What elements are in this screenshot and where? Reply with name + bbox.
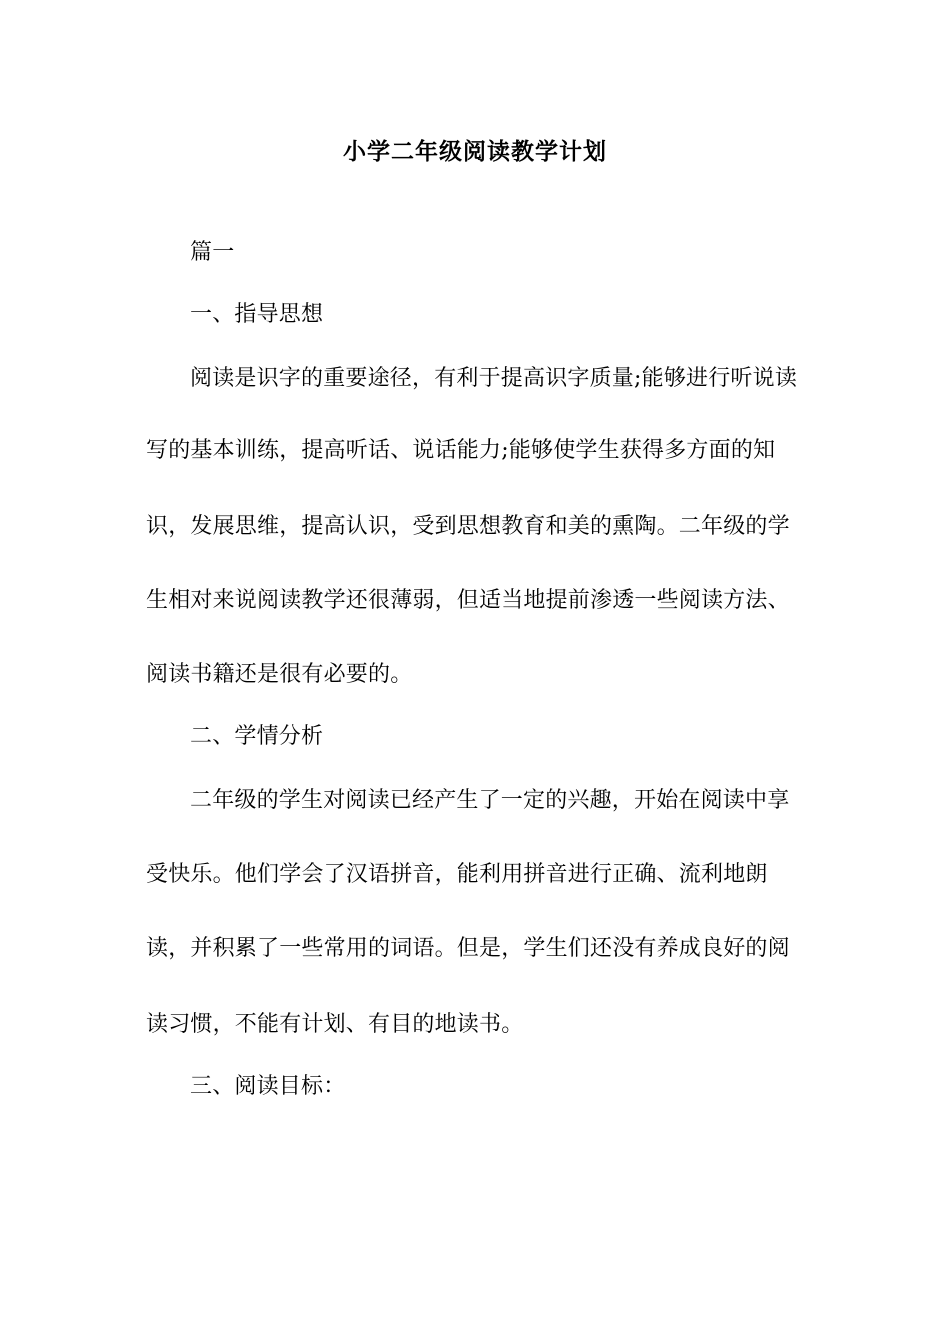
heading-guiding-ideology: 一、指导思想	[190, 302, 324, 327]
paragraph-line: 读，并积累了一些常用的词语。但是，学生们还没有养成良好的阅	[146, 936, 790, 961]
section-label-part-one: 篇一	[190, 240, 235, 265]
heading-reading-goals: 三、阅读目标：	[190, 1074, 346, 1099]
paragraph-line: 二年级的学生对阅读已经产生了一定的兴趣，开始在阅读中享	[190, 788, 790, 813]
paragraph-line: 阅读书籍还是很有必要的。	[146, 662, 413, 687]
paragraph-line: 读习惯，不能有计划、有目的地读书。	[146, 1012, 524, 1037]
paragraph-line: 生相对来说阅读教学还很薄弱，但适当地提前渗透一些阅读方法、	[146, 588, 790, 613]
paragraph-line: 写的基本训练，提高听话、说话能力;能够使学生获得多方面的知	[146, 438, 776, 463]
paragraph-line: 识，发展思维，提高认识，受到思想教育和美的熏陶。二年级的学	[146, 514, 790, 539]
paragraph-line: 受快乐。他们学会了汉语拼音，能利用拼音进行正确、流利地朗	[146, 862, 768, 887]
paragraph-line: 阅读是识字的重要途径，有利于提高识字质量;能够进行听说读	[190, 366, 798, 391]
heading-student-analysis: 二、学情分析	[190, 724, 324, 749]
document-title: 小学二年级阅读教学计划	[343, 138, 607, 165]
